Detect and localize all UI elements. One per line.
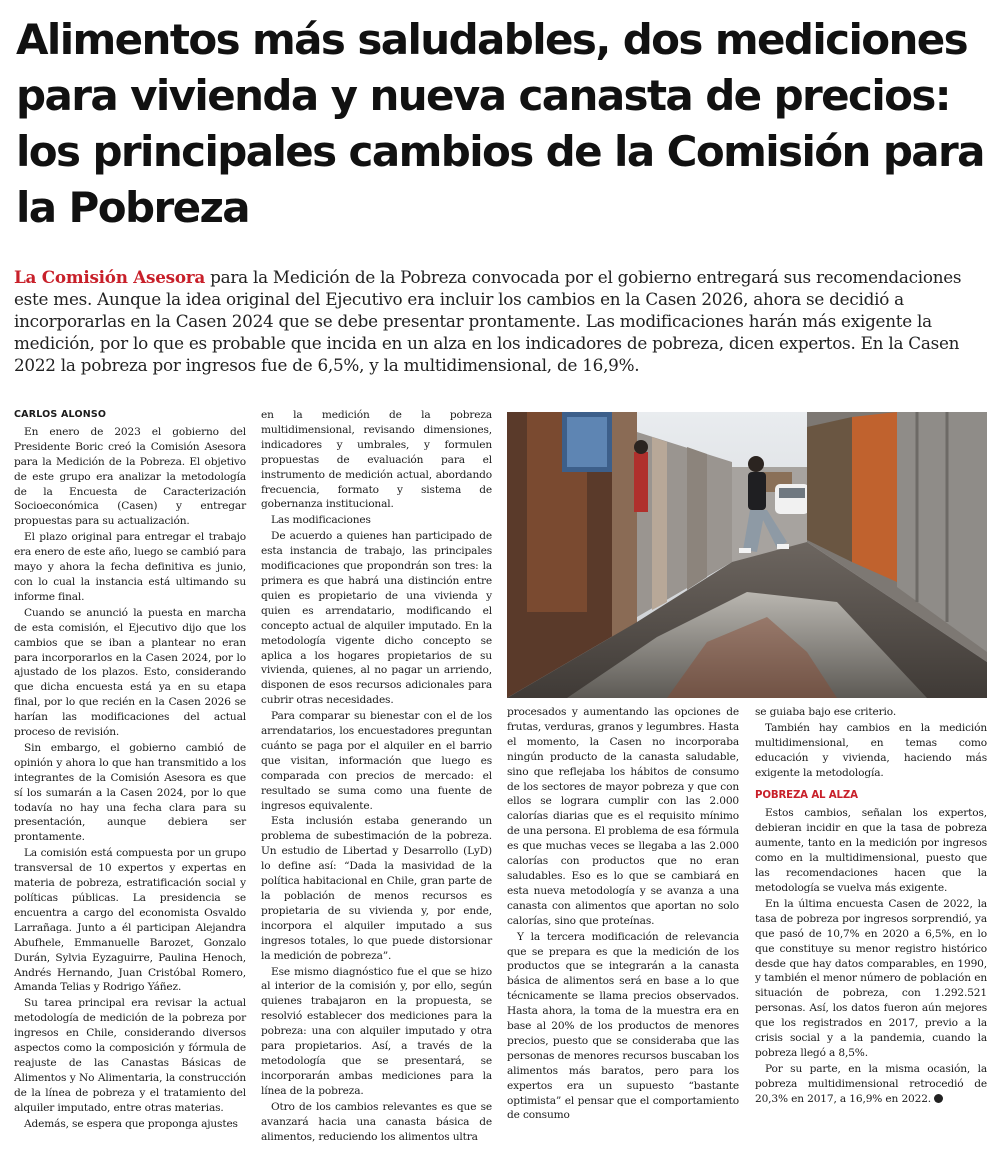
paragraph: Para comparar su bienestar con el de los arrendatarios, los encuestadores preguntan cuánto se paga por el alquiler en el barrio que visitan, información que luego es comparada con precios de mercado: el resultado se suma como una fuente de ingresos equivalente. bbox=[261, 710, 492, 812]
paragraph: en la medición de la pobreza multidimensional, revisando dimensiones, indicadores y umbrales, y formulen propuestas de evaluación para el instrumento de medición actual, abordando frecuencia, formato y sistema de gobernanza institucional. bbox=[261, 409, 492, 511]
paragraph: Sin embargo, el gobierno cambió de opinión y ahora lo que han transmitido a los integrantes de la Comisión Asesora es que sí los sumarán a la Casen 2024, por lo que todavía no hay una fecha clara para su presentación, aunque debiera ser prontamente. bbox=[14, 741, 246, 844]
street-photo-icon bbox=[507, 412, 987, 698]
headline: Alimentos más saludables, dos mediciones para vivienda y nueva canasta de precios: los principales cambios de la Comisión para la Pobreza bbox=[16, 15, 984, 232]
paragraph: se guiaba bajo ese criterio. bbox=[755, 706, 897, 718]
paragraph: procesados y aumentando las opciones de frutas, verduras, granos y legumbres. Hasta el momento, la Casen no incorporaba ningún producto de la canasta saludable, sino que reflejaba los hábitos de consumo de los sectores de mayor pobreza y que con ellos se lograra cumplir con las 2.000 calorías diarias que es el requisito mínimo de una persona. El problema de esa fórmula es que muchas veces se llegaba a las 2.000 calorías con productos que no eran saludables. Eso es lo que se cambiará en esta nueva metodología y se avanza a una canasta con alimentos que aportan no solo calorías, sino que proteínas. bbox=[507, 706, 739, 927]
article-column-1 bbox=[14, 408, 246, 1133]
paragraph: Y la tercera modificación de relevancia que se prepara es que la medición de los productos que se integrarán a la canasta básica de alimentos será en base a lo que técnicamente se llama precios observados. Hasta ahora, la toma de la muestra era en base al 20% de los productos de menores precios, puesto que se consideraba que las personas de menores recursos buscaban los alimentos más baratos, pero para los expertos era un supuesto “bastante optimista” el pensar que el comportamiento de consumo bbox=[507, 930, 739, 1122]
article-photo bbox=[507, 412, 987, 698]
paragraph: En enero de 2023 el gobierno del Presidente Boric creó la Comisión Asesora para la Medición de la Pobreza. El objetivo de este grupo era analizar la metodología de la Encuesta de Caracterización Socioeconómica (Casen) y entregar propuestas para su actualización. bbox=[14, 425, 246, 528]
article-column-2 bbox=[261, 408, 492, 1145]
paragraph: De acuerdo a quienes han participado de esta instancia de trabajo, las principales modificaciones que propondrán son tres: la primera es que habrá una distinción entre quien es propietario de una vivienda y quien es arrendatario, modificando el concepto actual de alquiler imputado. En la metodología vigente dicho concepto se aplica a los hogares propietarios de su vivienda, quienes, al no pagar un arriendo, disponen de esos recursos adicionales para cubrir otras necesidades. bbox=[261, 530, 492, 707]
paragraph: Otro de los cambios relevantes es que se avanzará hacia una canasta básica de alimentos, reduciendo los alimentos ultra bbox=[261, 1100, 492, 1143]
paragraph: Esta inclusión estaba generando un problema de subestimación de la pobreza. Un estudio de Libertad y Desarrollo (LyD) lo define así: “Dada la masividad de la política habitacional en Chile, gran parte de la población de menos recursos es propietaria de su vivienda y, por ende, incorpora el alquiler imputado a sus ingresos totales, lo que puede distorsionar la medición de pobreza”. bbox=[261, 815, 492, 962]
paragraph: Ese mismo diagnóstico fue el que se hizo al interior de la comisión y, por ello, según quienes trabajaron en la propuesta, se resolvió establecer dos mediciones para la pobreza: una con alquiler imputado y otra para propietarios. Así, a través de la metodología que se presentará, se incorporarán ambas mediciones para la línea de la pobreza. bbox=[261, 965, 492, 1097]
paragraph: Su tarea principal era revisar la actual metodología de medición de la pobreza por ingresos en Chile, considerando diversos aspectos como la composición y fórmula de reajuste de las Canastas Básicas de Alimentos y No Alimentaria, la construcción de la línea de pobreza y el tratamiento del alquiler imputado, entre otras materias. bbox=[14, 997, 246, 1114]
article-column-4 bbox=[755, 705, 987, 1108]
lede bbox=[14, 266, 989, 376]
paragraph: Cuando se anunció la puesta en marcha de esta comisión, el Ejecutivo dijo que los cambios que se iban a plantear no eran para incorporarlos en la Casen 2024, por lo ajustado de los plazos. Esto, considerando que dicha encuesta está ya en su etapa final, por lo que recién en la Casen 2026 se harían las modificaciones del actual proceso de revisión. bbox=[14, 606, 246, 739]
byline: CARLOS ALONSO bbox=[14, 409, 107, 420]
paragraph-final bbox=[755, 1062, 987, 1107]
paragraph: También hay cambios en la medición multidimensional, en temas como educación y vivienda, haciendo más exigente la metodología. bbox=[755, 721, 987, 779]
end-mark-icon bbox=[934, 1094, 943, 1103]
paragraph: El plazo original para entregar el trabajo era enero de este año, luego se cambió para mayo y ahora la fecha definitiva es junio, con lo cual la instancia está ultimando su informe final. bbox=[14, 531, 246, 603]
subhead-pobreza-al-alza: POBREZA AL ALZA bbox=[755, 789, 858, 801]
lede-text: para la Medición de la Pobreza convocada por el gobierno entregará sus recomendaciones este mes. Aunque la idea original del Ejecutivo era incluir los cambios en la Casen 2026, ahora se decidió a incorporarlas en la Casen 2024 que se debe presentar prontamente. Las modificaciones harán más exigente la medición, por lo que es probable que incida en un alza en los indicadores de pobreza, dicen expertos. En la Casen 2022 la pobreza por ingresos fue de 6,5%, y la multidimensional, de 16,9%. bbox=[14, 267, 962, 375]
paragraph: En la última encuesta Casen de 2022, la tasa de pobreza por ingresos sorprendió, ya que pasó de 10,7% en 2020 a 6,5%, en lo que constituye su menor registro histórico desde que hay datos comparables, en 1990, y también el menor número de población en situación de pobreza, con 1.292.521 personas. Así, los datos fueron aún mejores que los registrados en 2017, previo a la crisis social y a la pandemia, cuando la pobreza llegó a 8,5%. bbox=[755, 897, 987, 1059]
paragraph-final-text: Por su parte, en la misma ocasión, la pobreza multidimensional retrocedió de 20,3% en 2017, a 16,9% en 2022. bbox=[755, 1062, 987, 1105]
paragraph: Estos cambios, señalan los expertos, debieran incidir en que la tasa de pobreza aumente, tanto en la medición por ingresos como en la multidimensional, puesto que las recomendaciones hacen que la metodología se vuelva más exigente. bbox=[755, 807, 987, 894]
paragraph: La comisión está compuesta por un grupo transversal de 10 expertos y expertas en materia de pobreza, estratificación social y políticas públicas. La presidencia se encuentra a cargo del economista Osvaldo Larrañaga. Junto a él participan Alejandra Abufhele, Emmanuelle Barozet, Gonzalo Durán, Sylvia Eyzaguirre, Paulina Henoch, Andrés Hernando, Juan Cristóbal Romero, Amanda Telias y Rodrigo Yáñez. bbox=[14, 847, 246, 994]
paragraph: Además, se espera que proponga ajustes bbox=[24, 1117, 238, 1130]
article-column-3 bbox=[507, 705, 739, 1124]
subhead-modificaciones: Las modificaciones bbox=[271, 514, 371, 527]
lede-kicker: La Comisión Asesora bbox=[14, 267, 206, 287]
